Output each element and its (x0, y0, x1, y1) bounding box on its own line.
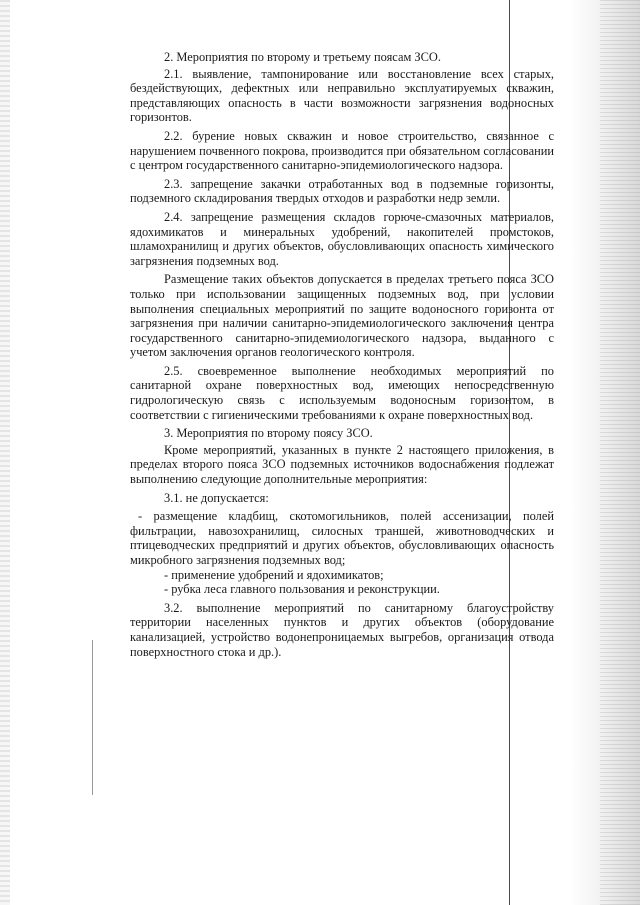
item-2-1: 2.1. выявление, тампонирование или восстановление всех старых, бездействующих, дефектных или неправильно эксплуатируемых скважин, представляющих опасность в части возможности загрязнения водоносных горизонтов. (130, 66, 554, 125)
item-2-4: 2.4. запрещение размещения складов горюче-смазочных материалов, ядохимикатов и минеральных удобрений, накопителей промстоков, шламохранилищ и других объектов, обусловливающих опасность химического загрязнения подземных вод. (130, 209, 554, 268)
section-heading-2: 2. Мероприятия по второму и третьему поясам ЗСО. (164, 50, 441, 64)
list-item-cemeteries: - размещение кладбищ, скотомогильников, полей ассенизации, полей фильтрации, навозохранилищ, силосных траншей, животноводческих и птицеводческих предприятий и других объектов, обусловливающих опасность микробного загрязнения подземных вод; (130, 509, 554, 567)
item-2-3: 2.3. запрещение закачки отработанных вод в подземные горизонты, подземного складирования твердых отходов и разработки недр земли. (130, 176, 554, 206)
scan-right-noise (600, 0, 640, 905)
placement-paragraph: Размещение таких объектов допускается в пределах третьего пояса ЗСО только при использовании защищенных подземных вод, при условии выполнения специальных мероприятий по защите водоносного горизонта от загрязнения при наличии санитарно-эпидемиологического заключения центра государственного санитарно-эпидемиологического надзора, выданного с учетом заключения органов геологического контроля. (130, 272, 554, 360)
scan-left-edge (0, 0, 10, 905)
item-3-2: 3.2. выполнение мероприятий по санитарному благоустройству территории населенных пунктов и других объектов (оборудование канализацией, устройство водонепроницаемых выгребов, организация отвода поверхностного стока и др.). (130, 600, 554, 659)
list-item-logging: - рубка леса главного пользования и реконструкции. (164, 582, 440, 597)
item-3-1: 3.1. не допускается: (164, 490, 269, 505)
binding-mark (92, 640, 93, 795)
section-heading-3: 3. Мероприятия по второму поясу ЗСО. (164, 426, 373, 441)
section-3-intro: Кроме мероприятий, указанных в пункте 2 настоящего приложения, в пределах второго пояса ЗСО подземных источников водоснабжения подлежат выполнению следующие дополнительные мероприятия: (130, 442, 554, 487)
item-2-2: 2.2. бурение новых скважин и новое строительство, связанное с нарушением почвенного покрова, производится при обязательном согласовании с центром государственного санитарно-эпидемиологического надзора. (130, 128, 554, 173)
document-body (130, 50, 554, 663)
item-2-5: 2.5. своевременное выполнение необходимых мероприятий по санитарной охране поверхностных вод, имеющих непосредственную гидрологическую связь с используемым водоносным горизонтом, в соответствии с гигиеническими требованиями к охране поверхностных вод. (130, 363, 554, 422)
list-item-fertilizers: - применение удобрений и ядохимикатов; (164, 567, 384, 582)
